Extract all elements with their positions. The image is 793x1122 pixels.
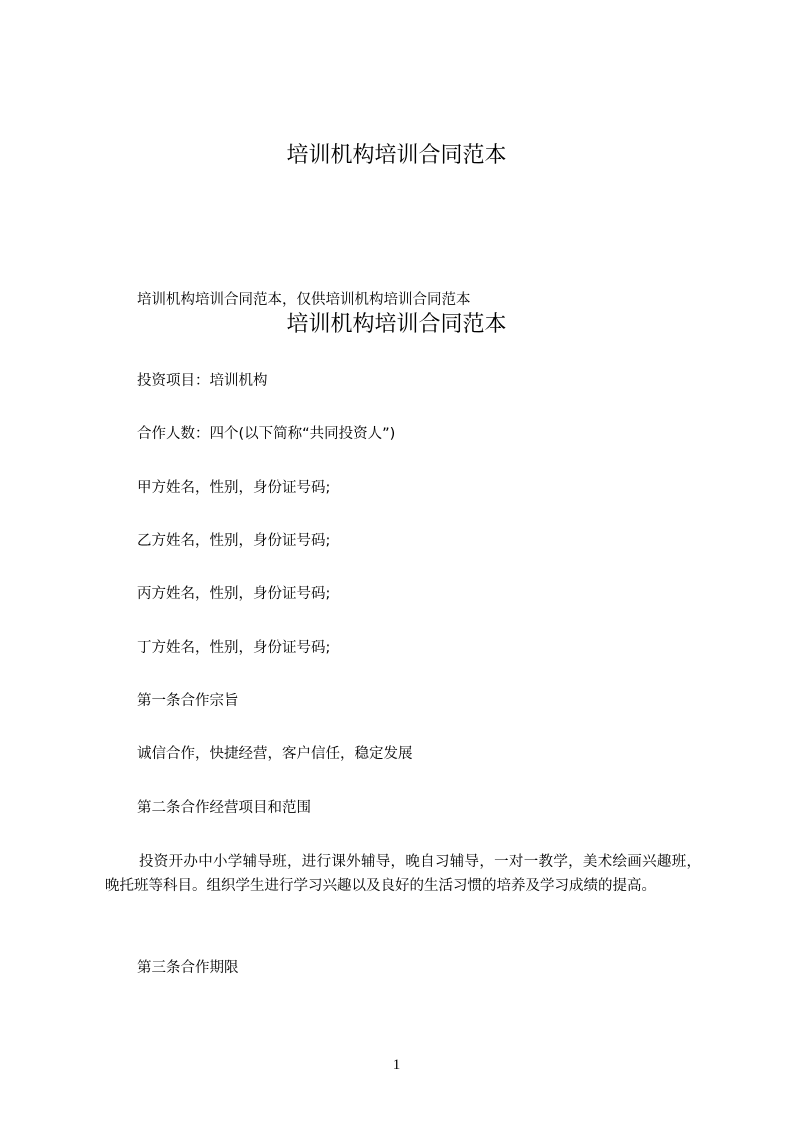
- article-2-heading: 第二条合作经营项目和范围: [137, 800, 311, 816]
- partner-count-line: 合作人数：四个(以下简称“共同投资人”): [137, 426, 396, 442]
- page-number: 1: [392, 1057, 401, 1073]
- party-a-line: 甲方姓名，性别，身份证号码;: [137, 480, 331, 496]
- article-1-heading: 第一条合作宗旨: [137, 693, 239, 709]
- party-c-line: 丙方姓名，性别，身份证号码;: [137, 586, 331, 602]
- document-title: 培训机构培训合同范本: [286, 143, 507, 168]
- article-3-heading: 第三条合作期限: [137, 960, 239, 976]
- party-d-line: 丁方姓名，性别，身份证号码;: [137, 640, 331, 656]
- document-subtitle: 培训机构培训合同范本，仅供培训机构培训合同范本: [137, 292, 471, 308]
- party-b-line: 乙方姓名，性别，身份证号码;: [137, 533, 331, 549]
- document-heading: 培训机构培训合同范本: [286, 312, 507, 337]
- article-2-paragraph: 投资开办中小学辅导班，进行课外辅导，晚自习辅导，一对一教学，美术绘画兴趣班，晚托班等科目。组织学生进行学习兴趣以及良好的生活习惯的培养及学习成绩的提高。: [105, 854, 701, 894]
- investment-project-line: 投资项目：培训机构: [137, 373, 268, 389]
- article-1-content: 诚信合作，快捷经营，客户信任，稳定发展: [137, 746, 413, 762]
